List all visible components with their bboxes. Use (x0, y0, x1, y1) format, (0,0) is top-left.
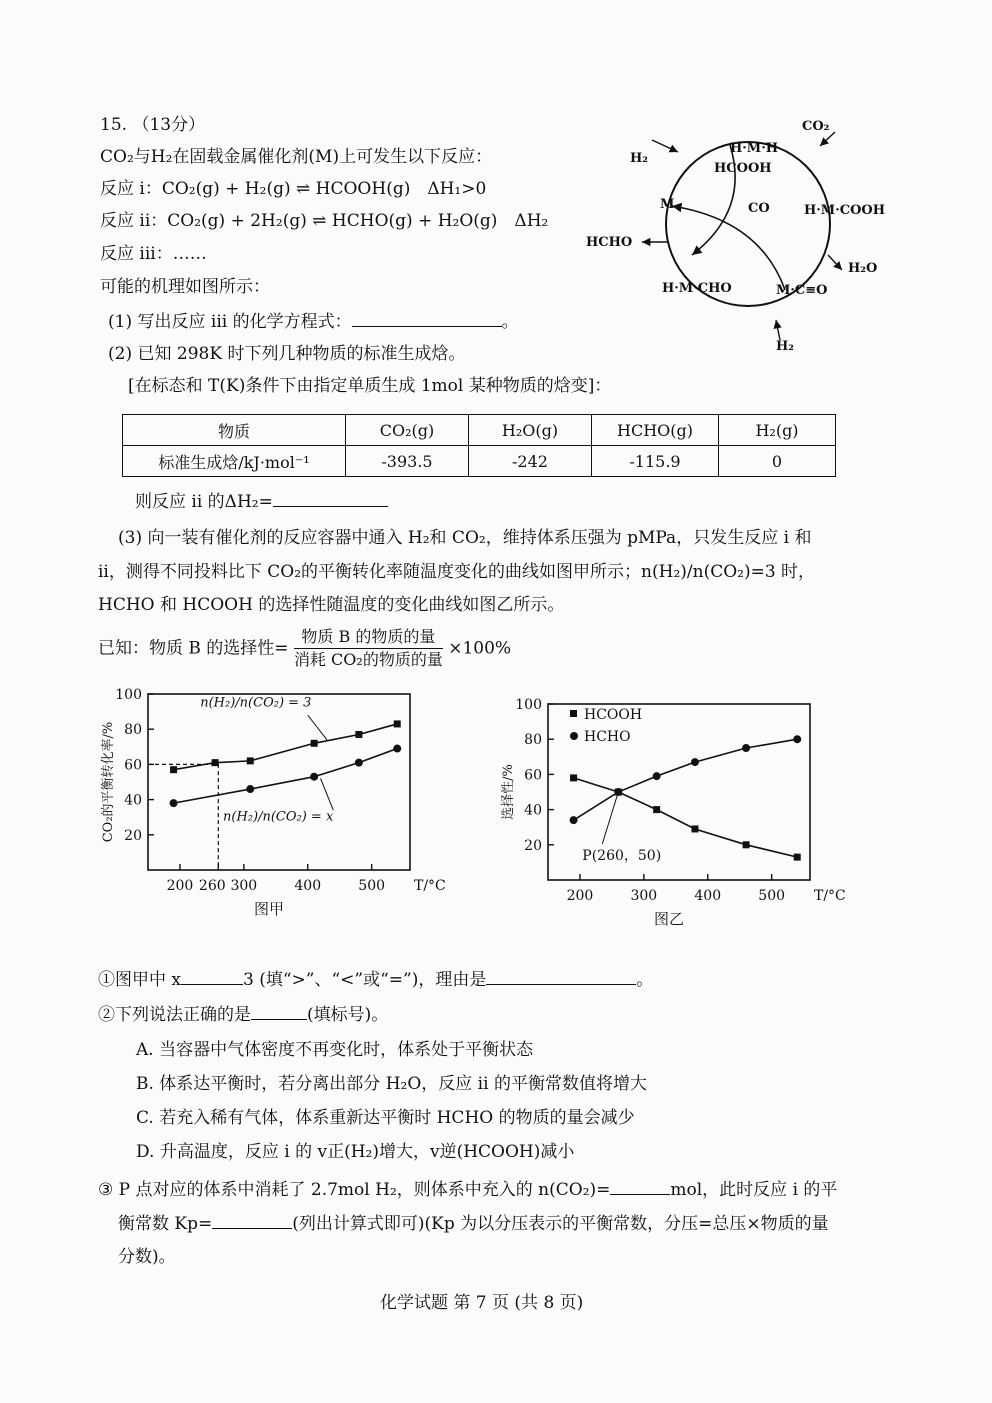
enthalpy-table (122, 414, 836, 477)
page-footer: 化学试题 第 7 页 (共 8 页) (380, 1293, 584, 1313)
answer-blank[interactable] (273, 490, 388, 507)
question-number: 15. （13分） (100, 115, 206, 135)
x-tick-label: 500 (358, 878, 386, 894)
reaction-1-right: HCOOH(g) ΔH₁>0 (315, 179, 487, 199)
equilibrium-arrow-icon: ⇌ (312, 211, 327, 231)
y-axis-label: CO₂的平衡转化率/% (101, 721, 116, 843)
chart-jia (90, 680, 450, 940)
data-point-square (794, 854, 801, 861)
table-header: CO₂(g) (346, 415, 469, 446)
known-text: 已知：物质 B 的选择性= (98, 638, 289, 659)
plot-frame (148, 694, 410, 870)
known-tail: ×100% (448, 638, 512, 659)
reaction-2 (100, 210, 548, 232)
node-hcho-out: HCHO (586, 235, 633, 250)
sub-question-3-line-2 (118, 1212, 829, 1235)
y-tick-label: 80 (124, 722, 142, 739)
intro-text: CO₂与H₂在固载金属催化剂(M)上可发生以下反应： (100, 147, 493, 167)
option-c: C. 若充入稀有气体，体系重新达平衡时 HCHO 的物质的量会减少 (136, 1108, 635, 1128)
data-point-square (311, 740, 318, 747)
sub-question-2 (98, 1003, 388, 1026)
data-point-circle (570, 816, 578, 824)
table-cell: -242 (469, 446, 592, 477)
legend-label: HCOOH (584, 707, 643, 723)
node-hmh: H·M·H (730, 141, 779, 156)
h2-in-arrow-2 (776, 320, 780, 340)
series-label-1: n(H₂)/n(CO₂) = x (223, 809, 334, 825)
series-label-leader (321, 778, 334, 810)
legend-label: HCHO (584, 729, 631, 745)
node-mco: M·C≡O (776, 283, 828, 298)
data-point-square (247, 757, 254, 764)
sq2-tail: (填标号)。 (307, 1005, 389, 1025)
node-m: M (660, 197, 675, 212)
part-2-note: [在标态和 T(K)条件下由指定单质生成 1mol 某种物质的焓变]： (128, 376, 612, 396)
fraction-numerator: 物质 B 的物质的量 (294, 626, 443, 649)
chart-caption: 图乙 (653, 910, 685, 928)
series-label-0: n(H₂)/n(CO₂) = 3 (200, 695, 312, 711)
x-tick-label: 260 (198, 878, 226, 894)
data-point-square (743, 841, 750, 848)
sq1-text-b: 3 (填“>”、“<”或“=”)，理由是 (243, 970, 487, 990)
table-cell: -115.9 (592, 446, 719, 477)
sq3-text-c: 衡常数 Kp= (118, 1214, 213, 1234)
chart-caption: 图甲 (253, 900, 285, 918)
period: 。 (501, 312, 519, 332)
reaction-1 (100, 178, 486, 200)
h2-in-arrow (652, 140, 678, 152)
data-point-square (212, 759, 219, 766)
equilibrium-arrow-icon: ⇌ (296, 179, 311, 199)
sub-question-3-line-3: 分数)。 (118, 1247, 176, 1267)
mechanism-diagram (580, 100, 900, 355)
y-tick-label: 80 (524, 732, 542, 749)
data-point-square (570, 774, 577, 781)
part-2-question (135, 490, 388, 513)
data-point-circle (170, 799, 178, 807)
sq3-text-d: (列出计算式即可)(Kp 为以分压表示的平衡常数，分压=总压×物质的量 (292, 1214, 829, 1234)
sub-question-1 (98, 968, 653, 991)
x-tick-label: 500 (758, 888, 786, 904)
part-1-text: (1) 写出反应 iii 的化学方程式： (108, 312, 352, 332)
sq3-text-a: ③ P 点对应的体系中消耗了 2.7mol H₂，则体系中充入的 n(CO₂)= (98, 1180, 611, 1200)
series-line-0 (574, 778, 798, 857)
reference-dashed-line (148, 764, 218, 870)
data-point-circle (793, 735, 801, 743)
answer-blank[interactable] (251, 1003, 307, 1020)
legend-marker (570, 732, 578, 740)
data-point-square (394, 720, 401, 727)
y-tick-label: 100 (515, 697, 542, 713)
h2o-out-arrow (828, 255, 842, 270)
part-3-line-1: (3) 向一装有催化剂的反应容器中通入 H₂和 CO₂，维持体系压强为 pMPa，只发生反应 i 和 (118, 528, 812, 548)
x-axis-label: T/°C (814, 888, 846, 904)
chart-yi (490, 690, 850, 940)
answer-blank[interactable] (181, 968, 243, 985)
x-tick-label: 300 (230, 878, 258, 894)
fraction-denominator: 消耗 CO₂的物质的量 (293, 650, 443, 669)
node-hcooh: HCOOH (714, 161, 772, 176)
sq1-text-a: ①图甲中 x (98, 970, 181, 990)
data-point-circle (355, 759, 363, 767)
x-tick-label: 200 (166, 878, 194, 894)
selectivity-definition (98, 626, 511, 671)
series-line-1 (574, 739, 798, 820)
reaction-3: 反应 iii：…… (100, 244, 207, 264)
answer-blank[interactable] (486, 968, 636, 985)
y-tick-label: 100 (115, 687, 142, 703)
y-tick-label: 60 (524, 767, 542, 784)
option-d: D. 升高温度，反应 i 的 v正(H₂)增大，v逆(HCOOH)减小 (136, 1142, 575, 1162)
reaction-2-left: 反应 ii：CO₂(g) + 2H₂(g) (100, 211, 307, 231)
node-hmcooh: H·M·COOH (804, 203, 886, 218)
series-label-leader (308, 715, 327, 740)
part-2-ask: 则反应 ii 的ΔH₂= (135, 492, 273, 512)
data-point-square (691, 825, 698, 832)
table-cell: 0 (719, 446, 836, 477)
answer-blank[interactable] (212, 1212, 292, 1229)
y-tick-label: 20 (524, 837, 542, 854)
data-point-circle (691, 758, 699, 766)
data-point-circle (393, 745, 401, 753)
sq2-text: ②下列说法正确的是 (98, 1005, 251, 1025)
point-label: P(260，50) (582, 848, 662, 864)
reaction-1-left: 反应 i：CO₂(g) + H₂(g) (100, 179, 291, 199)
data-point-square (653, 806, 660, 813)
y-tick-label: 40 (524, 802, 542, 819)
node-h2o-out: H₂O (848, 261, 878, 276)
fraction (294, 626, 443, 671)
x-tick-label: 400 (294, 878, 322, 894)
data-point-circle (246, 785, 254, 793)
x-axis-label: T/°C (414, 878, 446, 894)
table-header: 物质 (123, 415, 346, 446)
node-co2-in: CO₂ (802, 119, 830, 134)
return-arrow (672, 206, 785, 290)
legend-marker (570, 710, 577, 717)
y-axis-label: 选择性/% (501, 764, 516, 820)
mechanism-intro: 可能的机理如图所示： (100, 277, 270, 297)
table-cell: 标准生成焓/kJ·mol⁻¹ (123, 446, 346, 477)
table-row (123, 446, 836, 477)
series-line-1 (174, 749, 398, 804)
node-h2-in-2: H₂ (776, 339, 794, 354)
table-header: HCHO(g) (592, 415, 719, 446)
table-header-row (123, 415, 836, 446)
y-tick-label: 20 (124, 827, 142, 844)
table-header: H₂(g) (719, 415, 836, 446)
x-tick-label: 200 (566, 888, 594, 904)
part-3-line-3: HCHO 和 HCOOH 的选择性随温度的变化曲线如图乙所示。 (98, 595, 565, 615)
y-tick-label: 60 (124, 757, 142, 774)
data-point-square (170, 766, 177, 773)
data-point-circle (653, 772, 661, 780)
data-point-circle (742, 744, 750, 752)
answer-blank[interactable] (352, 310, 502, 327)
table-header: H₂O(g) (469, 415, 592, 446)
node-hmcho: H·M·CHO (662, 281, 732, 296)
part-3-line-2: ii，测得不同投料比下 CO₂的平衡转化率随温度变化的曲线如图甲所示；n(H₂)/n(CO₂)=3 时， (98, 562, 816, 582)
y-tick-label: 40 (124, 792, 142, 809)
x-tick-label: 300 (630, 888, 658, 904)
reaction-2-right: HCHO(g) + H₂O(g) ΔH₂ (331, 211, 549, 231)
node-h2-in: H₂ (630, 151, 648, 166)
series-line-0 (174, 724, 398, 770)
node-co: CO (748, 201, 770, 216)
option-a: A. 当容器中气体密度不再变化时，体系处于平衡状态 (136, 1040, 534, 1060)
part-2: (2) 已知 298K 时下列几种物质的标准生成焓。 (108, 344, 466, 364)
x-tick-label: 400 (694, 888, 722, 904)
answer-blank[interactable] (610, 1178, 670, 1195)
data-point-square (355, 731, 362, 738)
data-point-circle (310, 773, 318, 781)
sq1-text-c: 。 (636, 970, 654, 990)
part-1 (108, 310, 519, 333)
option-b: B. 体系达平衡时，若分离出部分 H₂O，反应 ii 的平衡常数值将增大 (136, 1074, 647, 1094)
co2-in-arrow (820, 132, 835, 146)
sub-question-3 (98, 1178, 837, 1201)
sq3-text-b: mol，此时反应 i 的平 (670, 1180, 838, 1200)
table-cell: -393.5 (346, 446, 469, 477)
